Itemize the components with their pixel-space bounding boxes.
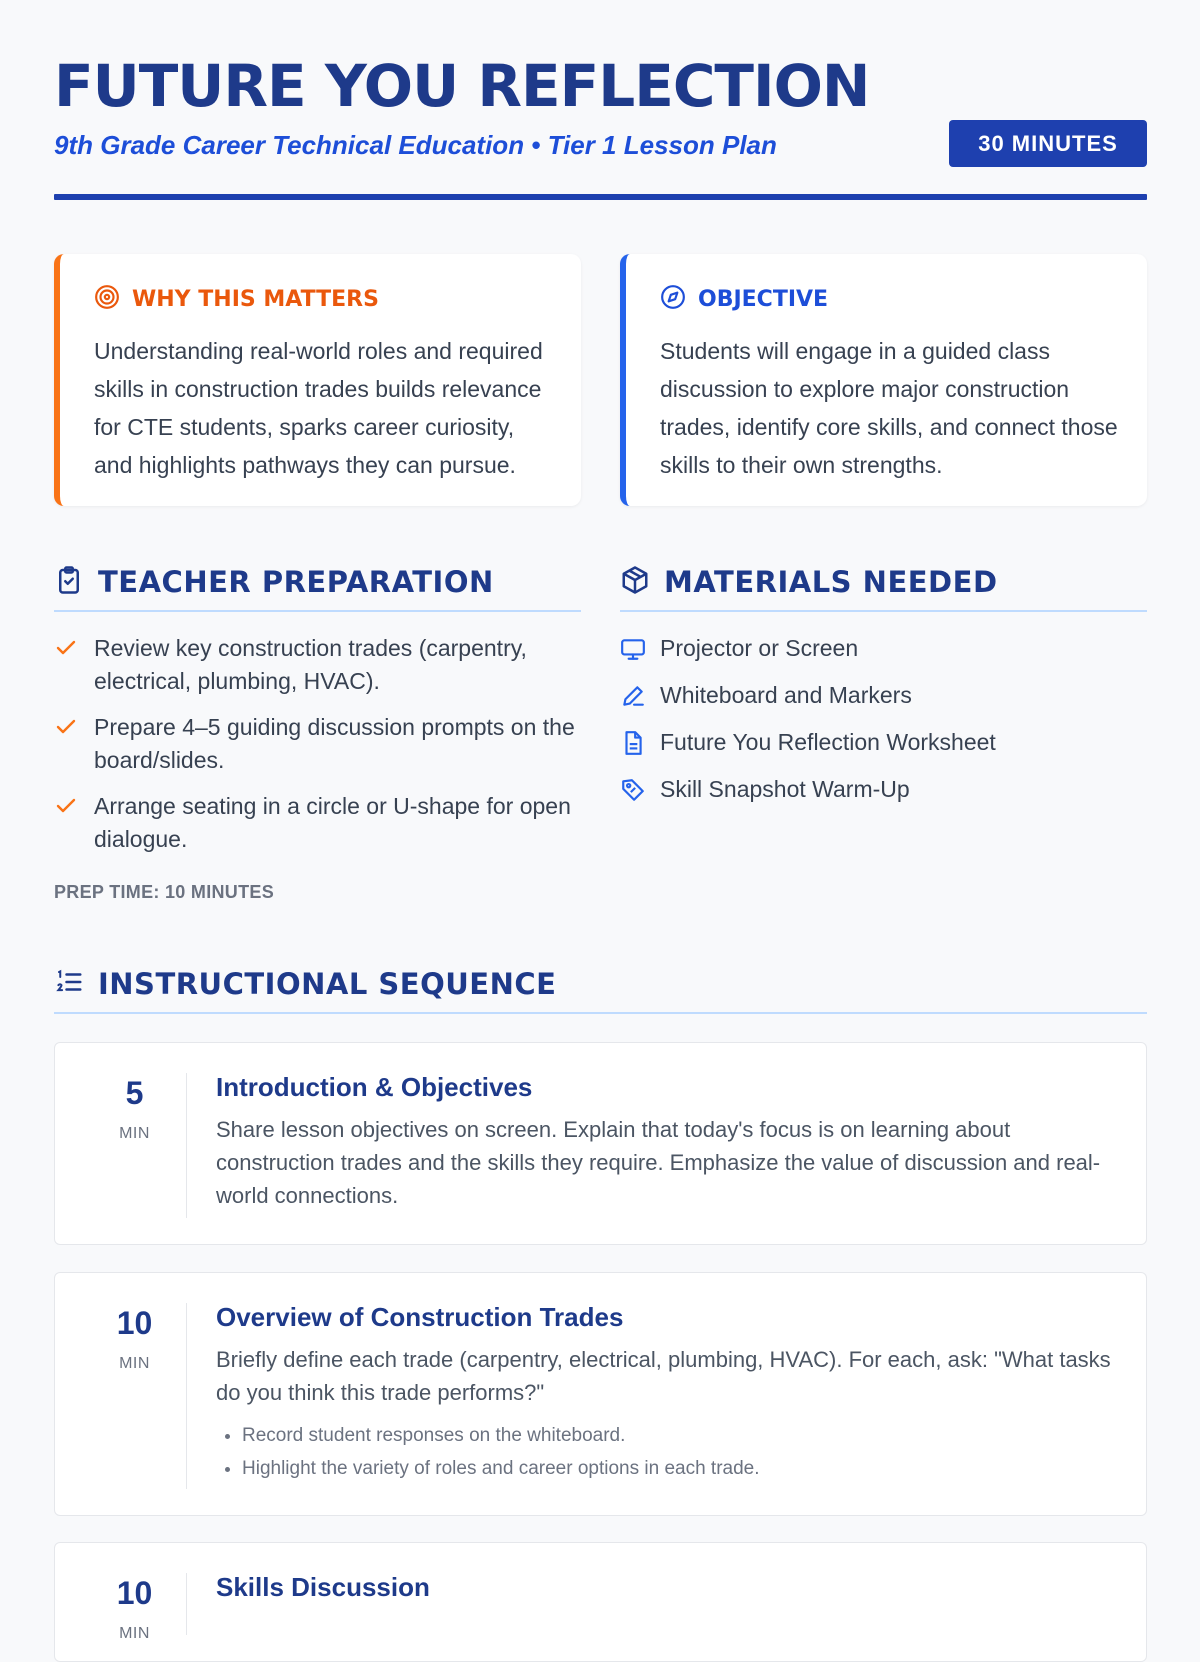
list-item: Skill Snapshot Warm-Up [620, 773, 1147, 806]
card-label: WHY THIS MATTERS [132, 286, 379, 312]
clipboard-check-icon [54, 565, 84, 600]
sequence-step [54, 1542, 1147, 1662]
numbered-list-icon [54, 967, 84, 1002]
step-bullets [216, 1419, 1116, 1485]
section-title: TEACHER PREPARATION [98, 565, 494, 599]
objective-card [620, 254, 1147, 506]
list-item: Future You Reflection Worksheet [620, 726, 1147, 759]
prep-time: PREP TIME: 10 MINUTES [54, 882, 275, 902]
step-description: Briefly define each trade (carpentry, electrical, plumbing, HVAC). For each, ask: "What tasks do you think this trade performs?" [216, 1347, 1111, 1405]
step-description: Share lesson objectives on screen. Explain that today's focus is on learning about construction trades and the skills they require. Emphasize the value of discussion and real-world connections. [216, 1117, 1101, 1208]
header-divider [54, 194, 1147, 200]
card-label: OBJECTIVE [698, 286, 829, 312]
teacher-preparation-header [54, 560, 581, 612]
materials-header [620, 560, 1147, 612]
compass-icon [660, 284, 686, 315]
card-text: Understanding real-world roles and required skills in construction trades builds relevance for CTE students, sparks career curiosity, and highlights pathways they can pursue. [94, 338, 543, 478]
step-title: Skills Discussion [216, 1572, 430, 1602]
box-icon [620, 565, 650, 600]
list-item: Projector or Screen [620, 632, 1147, 665]
page-title: FUTURE YOU REFLECTION [54, 52, 870, 120]
monitor-icon [620, 636, 648, 662]
check-icon [54, 790, 80, 856]
sequence-step [54, 1272, 1147, 1516]
check-icon [54, 632, 80, 698]
check-icon [54, 711, 80, 777]
materials-list [620, 632, 1147, 820]
list-item: • Record student responses on the whiteboard. [242, 1419, 1116, 1452]
section-title: INSTRUCTIONAL SEQUENCE [98, 967, 557, 1001]
step-duration: 10 MIN [83, 1303, 187, 1489]
step-duration: 10 MIN [83, 1573, 187, 1635]
list-item: Prepare 4–5 guiding discussion prompts on the board/slides. [54, 711, 581, 777]
prep-list [54, 632, 581, 869]
card-text: Students will engage in a guided class discussion to explore major construction trades, identify core skills, and connect those skills to their own strengths. [660, 338, 1118, 478]
tag-icon [620, 777, 648, 803]
duration-badge: 30 MINUTES [949, 120, 1147, 167]
document-icon [620, 730, 648, 756]
sequence-step [54, 1042, 1147, 1245]
pen-icon [620, 683, 648, 709]
instructional-sequence-header [54, 962, 1147, 1014]
list-item: Arrange seating in a circle or U-shape for open dialogue. [54, 790, 581, 856]
section-title: MATERIALS NEEDED [664, 565, 998, 599]
page-subtitle: 9th Grade Career Technical Education • Tier 1 Lesson Plan [54, 130, 777, 160]
list-item: Whiteboard and Markers [620, 679, 1147, 712]
step-duration: 5 MIN [83, 1073, 187, 1218]
why-this-matters-card [54, 254, 581, 506]
target-icon [94, 284, 120, 315]
list-item: Review key construction trades (carpentry, electrical, plumbing, HVAC). [54, 632, 581, 698]
step-title: Overview of Construction Trades [216, 1302, 624, 1332]
list-item: • Highlight the variety of roles and career options in each trade. [242, 1452, 1116, 1485]
step-title: Introduction & Objectives [216, 1072, 533, 1102]
